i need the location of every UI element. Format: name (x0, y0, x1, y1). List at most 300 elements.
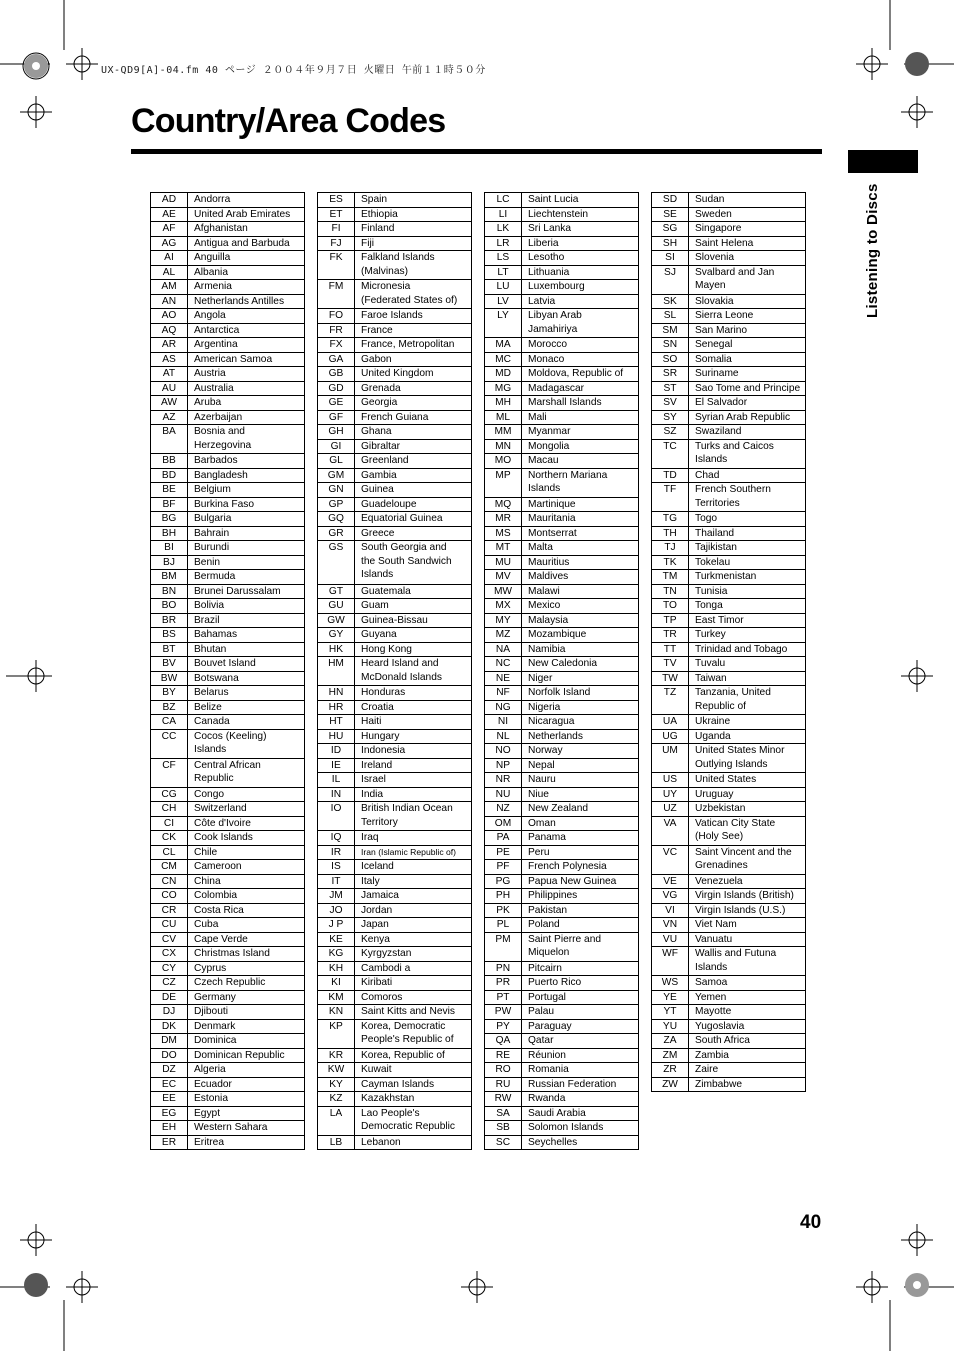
country-name (689, 294, 806, 309)
country-name-line: Bolivia (194, 600, 225, 611)
table-row (485, 396, 639, 411)
country-name (188, 207, 305, 222)
table-row (151, 831, 305, 846)
table-row (318, 744, 472, 759)
table-row (151, 787, 305, 802)
country-name (188, 642, 305, 657)
country-name-line: Taiwan (695, 672, 727, 684)
country-name-line: Croatia (361, 701, 394, 713)
table-row (485, 207, 639, 222)
table-row (485, 1019, 639, 1034)
country-name (522, 1077, 639, 1092)
country-name-line: Albania (194, 266, 228, 278)
country-code: KH (318, 961, 355, 976)
country-code: TH (652, 526, 689, 541)
country-name (355, 961, 472, 976)
country-code: DK (151, 1019, 188, 1034)
country-name-line: Chad (695, 469, 720, 481)
country-name (522, 280, 639, 295)
country-code: VA (652, 816, 689, 845)
country-name-line: Papua New Guinea (528, 875, 617, 887)
country-name (188, 309, 305, 324)
country-code: PN (485, 961, 522, 976)
country-code: LC (485, 193, 522, 208)
country-name (188, 497, 305, 512)
country-name (355, 497, 472, 512)
table-row (318, 1106, 472, 1135)
country-name-line: Netherlands Antilles (194, 295, 285, 307)
table-row (485, 381, 639, 396)
country-name (689, 410, 806, 425)
country-name-line: Martinique (528, 498, 576, 510)
country-name (355, 584, 472, 599)
country-name-line: Islands (194, 744, 227, 755)
table-row (151, 294, 305, 309)
table-row (652, 729, 806, 744)
country-name-line: Estonia (194, 1093, 228, 1104)
country-code: MD (485, 367, 522, 382)
country-name-line: Senegal (695, 339, 733, 350)
country-name (522, 497, 639, 512)
table-row (485, 294, 639, 309)
table-row (318, 802, 472, 831)
country-name (522, 1121, 639, 1136)
country-name (188, 555, 305, 570)
table-row (485, 1048, 639, 1063)
country-code: IT (318, 874, 355, 889)
country-code: NZ (485, 802, 522, 817)
country-name-line: Poland (528, 919, 560, 930)
country-name-line: Antigua and Barbuda (194, 237, 290, 249)
country-code: BF (151, 497, 188, 512)
table-row (485, 1077, 639, 1092)
country-code: AG (151, 236, 188, 251)
country-code: VU (652, 932, 689, 947)
country-name (188, 280, 305, 295)
country-name (522, 1063, 639, 1078)
country-name-line: Czech Republic (194, 977, 266, 988)
table-row (652, 1048, 806, 1063)
country-name (188, 193, 305, 208)
table-row (151, 961, 305, 976)
country-name (355, 657, 472, 686)
table-row (151, 381, 305, 396)
country-name-line: Saint Lucia (528, 194, 579, 205)
country-name (188, 1048, 305, 1063)
country-code: MQ (485, 497, 522, 512)
country-name (689, 222, 806, 237)
table-row (151, 860, 305, 875)
table-row (652, 526, 806, 541)
country-name-line: Cape Verde (194, 933, 248, 945)
country-code: KN (318, 1005, 355, 1020)
country-code: NA (485, 642, 522, 657)
country-name (355, 410, 472, 425)
country-code: EE (151, 1092, 188, 1107)
country-code: ZW (652, 1077, 689, 1092)
country-name-line: Jordan (361, 904, 393, 916)
table-row (485, 744, 639, 759)
country-code: PW (485, 1005, 522, 1020)
codes-column-3 (484, 192, 639, 1150)
country-name-line: Norfolk Island (528, 687, 591, 698)
country-code: MZ (485, 628, 522, 643)
page-number: 40 (800, 1212, 822, 1233)
country-code: SC (485, 1135, 522, 1150)
country-name-line: Montserrat (528, 527, 577, 539)
table-row (485, 1005, 639, 1020)
country-name (355, 874, 472, 889)
country-code: GS (318, 541, 355, 585)
country-code: LR (485, 236, 522, 251)
table-row (318, 483, 472, 498)
table-row (485, 845, 639, 860)
table-row (151, 454, 305, 469)
table-row (485, 918, 639, 933)
country-code: SI (652, 251, 689, 266)
table-row (652, 918, 806, 933)
table-row (151, 990, 305, 1005)
country-code: TG (652, 512, 689, 527)
country-name-line: Republic of (695, 700, 746, 712)
table-row (652, 323, 806, 338)
country-code: FJ (318, 236, 355, 251)
country-name (689, 265, 806, 294)
country-code: TC (652, 439, 689, 468)
country-name-line: Zimbabwe (695, 1078, 742, 1090)
country-name (188, 1106, 305, 1121)
country-name-line: Cambodi a (361, 962, 411, 974)
country-code: DJ (151, 1005, 188, 1020)
country-name (522, 700, 639, 715)
country-name (689, 1063, 806, 1078)
country-name (689, 367, 806, 382)
country-name (522, 1048, 639, 1063)
table-row (151, 541, 305, 556)
table-row (652, 193, 806, 208)
table-row (485, 439, 639, 454)
country-code: BG (151, 512, 188, 527)
table-row (318, 845, 472, 860)
country-name-line: Virgin Islands (U.S.) (695, 904, 786, 916)
country-name (522, 744, 639, 759)
country-name-line: Bosnia and (194, 426, 245, 437)
country-code: KW (318, 1063, 355, 1078)
table-row (318, 207, 472, 222)
country-name (689, 468, 806, 483)
country-code: ID (318, 744, 355, 759)
country-name-line: Trinidad and Tobago (695, 643, 788, 655)
country-name-line: Liberia (528, 237, 559, 249)
country-code: HU (318, 729, 355, 744)
country-name (355, 642, 472, 657)
country-code: PE (485, 845, 522, 860)
country-code: GT (318, 584, 355, 599)
table-row (318, 758, 472, 773)
country-code: CI (151, 816, 188, 831)
country-code: BI (151, 541, 188, 556)
table-row (485, 1135, 639, 1150)
table-row (652, 599, 806, 614)
country-name (522, 1034, 639, 1049)
country-name-line: Yugoslavia (695, 1020, 745, 1032)
country-name (355, 1106, 472, 1135)
country-name-line: Aruba (194, 397, 222, 408)
country-name-line: Libyan Arab (528, 310, 582, 321)
country-name (689, 1005, 806, 1020)
country-name (522, 251, 639, 266)
country-name-line: Mali (528, 411, 547, 423)
table-row (485, 512, 639, 527)
country-code: US (652, 773, 689, 788)
table-row (318, 787, 472, 802)
country-name-line: Viet Nam (695, 919, 737, 930)
country-name-line: Austria (194, 368, 226, 379)
country-name-line: Honduras (361, 687, 406, 698)
country-name-line: Mayotte (695, 1006, 732, 1017)
table-row (652, 613, 806, 628)
country-name-line: Maldives (528, 571, 569, 582)
country-code: BS (151, 628, 188, 643)
country-name (355, 236, 472, 251)
country-name-line: Grenadines (695, 860, 748, 871)
table-row (151, 599, 305, 614)
country-name (355, 599, 472, 614)
country-code: LY (485, 309, 522, 338)
country-name-line: Herzegovina (194, 439, 252, 451)
country-name-line: Australia (194, 382, 234, 394)
country-name (689, 236, 806, 251)
country-name-line: Gambia (361, 469, 397, 481)
country-code: MX (485, 599, 522, 614)
country-name-line: Kyrgyzstan (361, 948, 412, 959)
table-row (318, 700, 472, 715)
country-name-line: Thailand (695, 527, 735, 539)
table-row (652, 584, 806, 599)
country-name (355, 860, 472, 875)
country-name-line: Burundi (194, 542, 230, 553)
country-name (522, 526, 639, 541)
country-code: IR (318, 845, 355, 860)
table-row (151, 1106, 305, 1121)
country-name (522, 889, 639, 904)
country-name-line: Virgin Islands (British) (695, 890, 794, 901)
table-row (318, 773, 472, 788)
table-row (151, 1077, 305, 1092)
country-name-line: Dominica (194, 1035, 237, 1046)
country-name-line: Rwanda (528, 1093, 566, 1104)
table-row (318, 686, 472, 701)
table-row (652, 381, 806, 396)
country-code: HT (318, 715, 355, 730)
country-code: TR (652, 628, 689, 643)
country-name-line: Bhutan (194, 643, 227, 655)
country-code: WS (652, 976, 689, 991)
country-name-line: Sierra Leone (695, 310, 754, 321)
country-code: MM (485, 425, 522, 440)
country-name (689, 396, 806, 411)
country-name-line: Portugal (528, 991, 566, 1003)
country-name (522, 454, 639, 469)
country-name-line: Argentina (194, 339, 238, 350)
table-row (151, 1063, 305, 1078)
country-code: BZ (151, 700, 188, 715)
country-code: FX (318, 338, 355, 353)
table-row (652, 787, 806, 802)
country-name-line: Slovenia (695, 252, 735, 263)
country-code: PF (485, 860, 522, 875)
table-row (652, 816, 806, 845)
table-row (652, 265, 806, 294)
country-code: SM (652, 323, 689, 338)
country-name-line: Barbados (194, 455, 238, 466)
country-name-line: McDonald Islands (361, 671, 442, 683)
table-row (485, 831, 639, 846)
country-name (522, 802, 639, 817)
country-code: TP (652, 613, 689, 628)
table-row (485, 758, 639, 773)
country-name-line: Macau (528, 455, 559, 466)
country-name (689, 729, 806, 744)
country-name (355, 352, 472, 367)
country-name-line: Micronesia (361, 281, 411, 292)
country-name-line: Myanmar (528, 426, 571, 437)
country-name-line: Côte d'Ivoire (194, 817, 251, 829)
table-row (318, 932, 472, 947)
table-row (318, 976, 472, 991)
country-name-line: Gibraltar (361, 440, 401, 452)
country-code: LV (485, 294, 522, 309)
country-name-line: Philippines (528, 890, 578, 901)
table-row (151, 918, 305, 933)
country-code: DO (151, 1048, 188, 1063)
table-row (151, 932, 305, 947)
country-code: CN (151, 874, 188, 889)
table-row (652, 367, 806, 382)
country-name (522, 512, 639, 527)
country-name-line: Colombia (194, 890, 238, 901)
table-row (318, 367, 472, 382)
table-row (151, 1135, 305, 1150)
table-row (151, 1034, 305, 1049)
country-name-line: Norway (528, 745, 563, 756)
country-code: NI (485, 715, 522, 730)
country-name-line: Samoa (695, 977, 728, 988)
table-row (652, 671, 806, 686)
country-name-line: Uganda (695, 730, 731, 742)
country-name (522, 193, 639, 208)
country-name-line: (Federated States of) (361, 294, 458, 306)
country-name (355, 889, 472, 904)
country-code: TJ (652, 541, 689, 556)
table-row (652, 468, 806, 483)
country-name (689, 802, 806, 817)
table-row (318, 236, 472, 251)
country-name-line: Bangladesh (194, 469, 248, 481)
country-name-line: Saint Pierre and (528, 933, 602, 945)
country-name-line: Pakistan (528, 904, 568, 916)
country-name (355, 338, 472, 353)
country-name (689, 193, 806, 208)
country-code: CL (151, 845, 188, 860)
table-row (485, 686, 639, 701)
country-code: VE (652, 874, 689, 889)
country-name-line: Brazil (194, 614, 220, 626)
country-name-line: Wallis and Futuna (695, 948, 777, 959)
country-name-line: Outlying Islands (695, 758, 768, 770)
country-code: SK (652, 294, 689, 309)
country-code: FO (318, 309, 355, 324)
country-name-line: Cameroon (194, 861, 242, 872)
country-name-line: Gabon (361, 353, 392, 365)
country-code: UG (652, 729, 689, 744)
country-name (689, 338, 806, 353)
country-code: GD (318, 381, 355, 396)
country-name-line: Djibouti (194, 1006, 228, 1017)
country-name (689, 599, 806, 614)
country-name-line: Bulgaria (194, 513, 232, 524)
country-name-line: Ghana (361, 426, 392, 437)
country-code: RU (485, 1077, 522, 1092)
table-row (318, 439, 472, 454)
table-row (485, 932, 639, 961)
table-row (652, 396, 806, 411)
table-row (151, 338, 305, 353)
country-name (355, 323, 472, 338)
table-row (485, 555, 639, 570)
country-name (522, 207, 639, 222)
country-name (355, 700, 472, 715)
table-row (652, 1019, 806, 1034)
table-row (151, 642, 305, 657)
country-code: LS (485, 251, 522, 266)
country-name (188, 932, 305, 947)
country-code: BW (151, 671, 188, 686)
country-code: TK (652, 555, 689, 570)
table-row (151, 526, 305, 541)
table-row (151, 628, 305, 643)
table-row (652, 1063, 806, 1078)
country-name-line: China (194, 875, 221, 887)
country-name (188, 903, 305, 918)
country-code: KP (318, 1019, 355, 1048)
country-code: GF (318, 410, 355, 425)
country-name (355, 744, 472, 759)
table-row (318, 526, 472, 541)
country-name-line: Morocco (528, 339, 568, 350)
country-code: GQ (318, 512, 355, 527)
country-name (689, 816, 806, 845)
table-row (151, 555, 305, 570)
country-name (355, 309, 472, 324)
country-code: NP (485, 758, 522, 773)
country-code: KG (318, 947, 355, 962)
table-row (652, 309, 806, 324)
country-code: MH (485, 396, 522, 411)
table-row (652, 715, 806, 730)
country-name (522, 831, 639, 846)
country-name (689, 483, 806, 512)
country-name (188, 1077, 305, 1092)
country-name (522, 468, 639, 497)
country-name (522, 613, 639, 628)
country-name-line: Armenia (194, 281, 232, 292)
country-name-line: Guadeloupe (361, 498, 417, 510)
country-name (689, 628, 806, 643)
country-name-line: Greece (361, 527, 395, 539)
country-name (522, 367, 639, 382)
country-name-line: Germany (194, 991, 236, 1003)
